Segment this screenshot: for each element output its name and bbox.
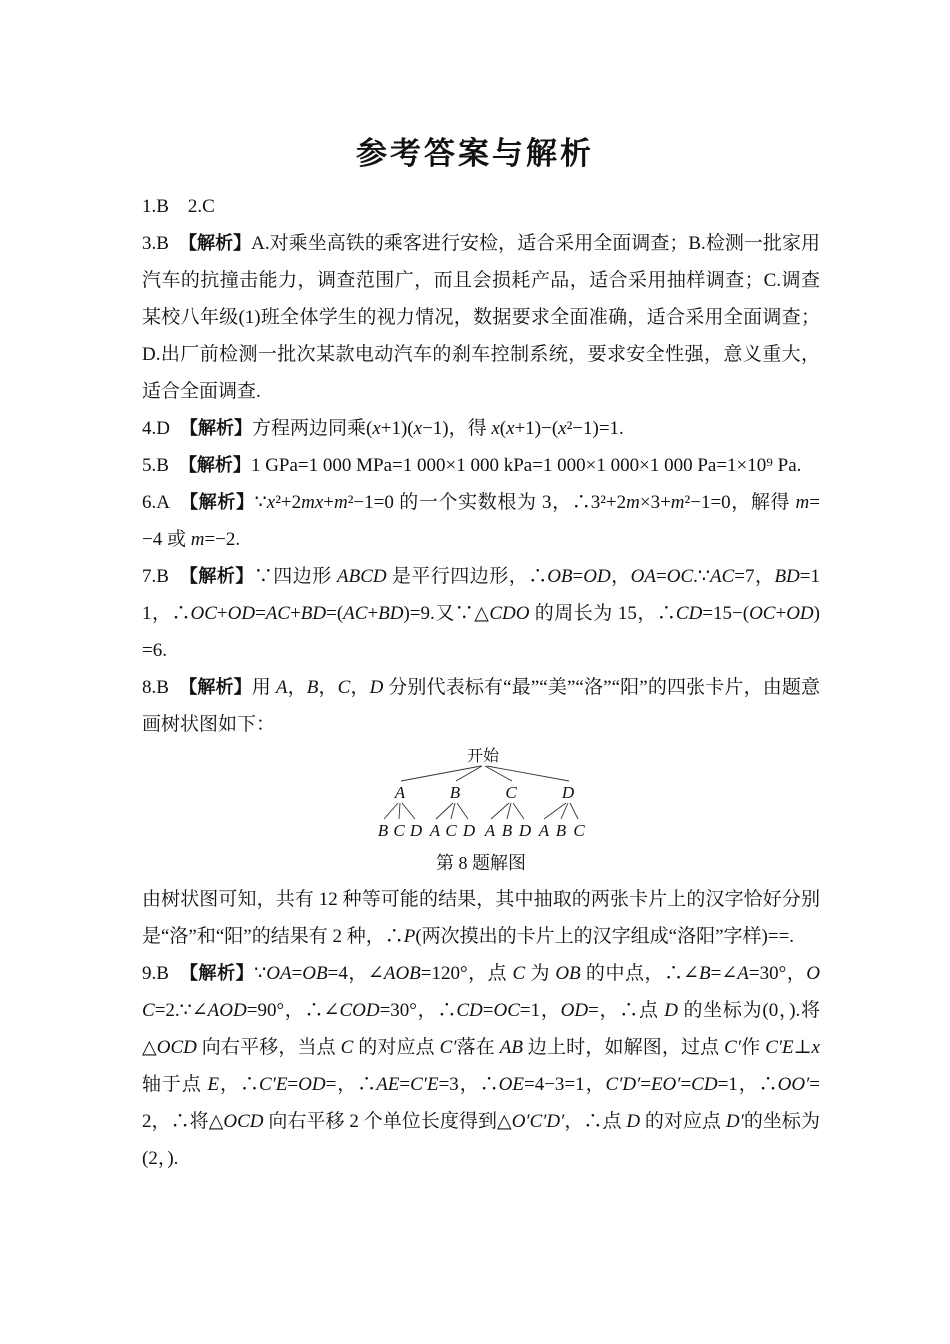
tree-leaf-label: B [501,821,513,840]
text-run: 用 [251,677,276,698]
math-variable: C′E [765,1037,794,1058]
text-run: 的周长为 15，∴ [529,603,676,624]
tree-branch [436,803,453,819]
text-run: = [291,963,303,984]
math-variable: m [334,492,348,513]
tree-branch [451,803,455,819]
text-run: 7.B [142,566,189,587]
tree-diagram-figure [142,745,820,845]
math-variable: x [491,418,500,439]
math-variable: x [506,418,515,439]
tree-leaf-label: C [445,821,457,840]
text-run: =30°，∴ [379,1000,457,1021]
tree-leaf-label: A [538,821,550,840]
math-variable: m [626,492,640,513]
math-variable: COD [339,1000,380,1021]
text-run: 的坐标为(0，).将△ [142,1000,821,1058]
tree-root-label: 开始 [466,748,500,765]
math-variable: OB [302,963,328,984]
analysis-label: 【解析】 [188,566,254,586]
text-run: = [255,603,266,624]
tree-leaf-label: D [518,821,532,840]
tree-branch [384,803,398,819]
text-run: 3.B [142,233,188,254]
math-variable: x [413,418,423,439]
math-variable: x [266,492,276,513]
text-run: 轴于点 [142,1037,825,1095]
text-run: 向右平移，当点 [196,1037,341,1058]
math-variable: B [699,963,711,984]
text-run: = [399,1074,411,1095]
math-variable: CD [456,1000,483,1021]
math-variable: AE [376,1074,400,1095]
math-variable: A [737,963,749,984]
math-variable: D [626,1111,641,1132]
answer-q4 [142,410,820,447]
text-run: =11，∴ [142,566,820,624]
text-run: =15−( [702,603,750,624]
text-run: 1 GPa=1 000 MPa=1 000×1 000 kPa=1 000×1 000×1 000 Pa=1×10⁹ Pa. [250,455,802,476]
text-run: =1，∴ [717,1074,778,1095]
tree-leaf-label: C [573,821,585,840]
text-run: )=9.又∵△ [403,603,490,624]
math-variable: m [795,492,810,513]
math-variable: OB [555,963,581,984]
text-run: + [367,603,379,624]
text-run: ∵ [254,492,267,513]
answers-line-1-2 [142,188,820,225]
math-variable: EO′ [650,1074,681,1095]
text-run: +1)( [380,418,414,439]
text-run: =∠ [710,963,738,984]
tree-branch [544,803,566,819]
tree-leaf-label: C [393,821,405,840]
math-variable: OCD [223,1111,264,1132]
text-run: .∵ [693,566,710,587]
math-variable: OE [498,1074,524,1095]
math-variable: D′ [725,1111,744,1132]
text-run: =，∴ [325,1074,377,1095]
text-run: =2，∴将△ [142,1074,820,1132]
math-variable: AB [499,1037,524,1058]
math-variable: E [207,1074,220,1095]
text-run: =30°， [748,963,807,984]
tree-child-label-b: B [449,783,461,802]
tree-leaf-label: B [377,821,389,840]
analysis-label: 【解析】 [188,418,252,438]
math-variable: BD [378,603,404,624]
math-variable: AC [265,603,291,624]
text-run: ²−1=0，解得 [684,492,796,513]
text-run: 是平行四边形，∴ [386,566,548,587]
text-run: ×3+ [639,492,671,513]
math-variable: OC [190,603,217,624]
tree-branch [402,803,415,819]
math-variable: C′ [439,1037,457,1058]
analysis-label: 【解析】 [189,492,255,512]
math-variable: mx [301,492,324,513]
text-run: ， [610,566,631,587]
text-run: + [775,603,787,624]
text-run: ²−1=0 的一个实数根为 3，∴3²+2 [347,492,627,513]
text-run: 的中点，∴∠ [580,963,699,984]
text-run: + [323,492,334,513]
text-run: 方程两边同乘( [251,418,373,439]
text-run: 边上时，如解图，过点 [523,1037,725,1058]
math-variable: D [664,1000,678,1021]
tree-branch [570,803,578,819]
text-run: 作 [741,1037,766,1058]
math-variable: OD [227,603,256,624]
math-variable: OD [560,1000,589,1021]
text-run: ²−1)=1. [566,418,624,439]
math-variable: CDO [489,603,530,624]
tree-leaf-label: B [555,821,567,840]
math-variable: OD [786,603,814,624]
text-run: ， [318,677,338,698]
text-run: ²+2 [275,492,302,513]
text-run: 6.A [142,492,190,513]
text-run: 向右平移 2 个单位长度得到△ [263,1111,512,1132]
text-run: =4−3=1， [523,1074,606,1095]
text-run: =90°，∴∠ [246,1000,340,1021]
text-run: =1， [519,1000,561,1021]
tree-child-label-a: A [394,783,406,802]
text-run: = [680,1074,692,1095]
math-variable: x [372,418,381,439]
math-variable: P [403,926,416,947]
text-run: ∵四边形 [253,566,337,587]
math-variable: AOB [383,963,421,984]
text-run: = [287,1074,299,1095]
answer-q9 [142,955,825,1177]
tree-leaf-label: A [484,821,496,840]
math-variable: CD [675,603,703,624]
math-variable: A [275,677,288,698]
text-run: 8.B [142,677,189,698]
answer-q7 [142,558,820,669]
tree-branch [399,803,400,819]
answer-q8 [142,669,820,743]
text-run: )=6. [142,603,820,661]
answers-content [142,188,825,1177]
analysis-label: 【解析】 [189,963,255,983]
math-variable: OD [583,566,611,587]
math-variable: D [369,677,384,698]
text-run: 分别代表标有“最”“美”“洛”“阳”的四张卡片，由题意画树状图如下： [142,677,820,735]
math-variable: m [190,529,205,550]
math-variable: OA [630,566,656,587]
text-run: −1)，得 [422,418,492,439]
text-run: + [216,603,228,624]
math-variable: OO′ [777,1074,810,1095]
analysis-label: 【解析】 [188,233,252,253]
math-variable: x [811,1037,820,1058]
text-run: ( [499,418,507,439]
math-variable: OC [666,566,694,587]
text-run: = [656,566,667,587]
text-run: A.对乘坐高铁的乘客进行安检，适合采用全面调查；B.检测一批家用汽车的抗撞击能力，调查范围广，而且会损耗产品，适合采用抽样调查；C.调查某校八年级(1)班全体学生的视力情况，数据要求全面准确，适合采用全面调查；D.出厂前检测一批次某款电动汽车的刹车控制系统，要求安全性强，意义重大，适合全面调查. [142,233,820,402]
math-variable: OD [298,1074,326,1095]
tree-branch [507,803,511,819]
math-variable: OC [142,963,820,1021]
text-run: 5.B [142,455,188,476]
math-variable: CD [691,1074,718,1095]
tree-branch [491,803,509,819]
math-variable: O′C′D′ [511,1111,565,1132]
math-variable: OCD [156,1037,197,1058]
math-variable: C′E [258,1074,288,1095]
text-run: (两次摸出的卡片上的汉字组成“洛阳”字样)==. [415,926,795,947]
answer-q6 [142,484,820,558]
text-run: ，∴点 [564,1111,627,1132]
tree-branch [513,803,524,819]
text-run: + [290,603,301,624]
math-variable: C′E [410,1074,439,1095]
analysis-label: 【解析】 [188,677,252,697]
text-run: 4.D [142,418,189,439]
text-run: 的对应点 [640,1111,726,1132]
text-run: = [572,566,584,587]
math-variable: C [512,963,526,984]
text-run: 落在 [456,1037,500,1058]
text-run: 由树状图可知，共有 12 种等可能的结果，其中抽取的两张卡片上的汉字恰好分别是“洛”和“阳”的结果有 2 种，∴ [142,889,820,947]
math-variable: C [340,1037,354,1058]
text-run: =7， [734,566,775,587]
text-run: =120°，点 [420,963,513,984]
text-run: +1)−( [514,418,559,439]
text-run: = [482,1000,494,1021]
figure-caption: 第 8 题解图 [436,853,526,873]
math-variable: B [306,677,319,698]
math-variable: BD [300,603,327,624]
math-variable: OC [749,603,776,624]
text-run: =4，∠ [327,963,384,984]
text-run: ， [287,677,307,698]
tree-child-label-d: D [561,783,575,802]
math-variable: ABCD [336,566,387,587]
math-variable: C [337,677,351,698]
answer-q8-conclusion [142,881,820,955]
math-variable: OA [266,963,292,984]
tree-diagram [375,745,587,845]
page-title: 参考答案与解析 [356,136,594,171]
answer-q5 [142,447,820,484]
math-variable: OB [547,566,573,587]
math-variable: BD [774,566,800,587]
math-variable: AC [709,566,735,587]
text-run: 的坐标为(2，). [142,1111,820,1169]
text-run: ，∴ [219,1074,259,1095]
math-variable: x [558,418,567,439]
tree-child-label-c: C [505,783,517,802]
tree-leaf-label: D [462,821,476,840]
analysis-label: 【解析】 [187,455,251,475]
tree-leaf-label: D [409,821,423,840]
text-run: =( [326,603,344,624]
math-variable: AC [343,603,368,624]
text-run: ⊥ [793,1037,812,1058]
text-run: =−2. [204,529,241,550]
text-run: =，∴点 [588,1000,665,1021]
text-run: = [640,1074,651,1095]
math-variable: C′ [724,1037,742,1058]
text-run: 9.B [142,963,189,984]
text-run: =2.∵∠ [154,1000,208,1021]
text-run: =3，∴ [438,1074,499,1095]
math-variable: C′D′ [605,1074,641,1095]
text-run: 1.B 2.C [142,196,215,217]
text-run: =−4 或 [142,492,820,550]
answer-q3 [142,225,820,410]
text-run: 为 [525,963,556,984]
math-variable: m [670,492,685,513]
tree-leaf-label: A [429,821,441,840]
tree-branch [457,803,468,819]
text-run: ∵ [254,963,267,984]
math-variable: OC [493,1000,520,1021]
text-run: ， [350,677,370,698]
math-variable: AOD [207,1000,247,1021]
text-run: 的对应点 [353,1037,440,1058]
